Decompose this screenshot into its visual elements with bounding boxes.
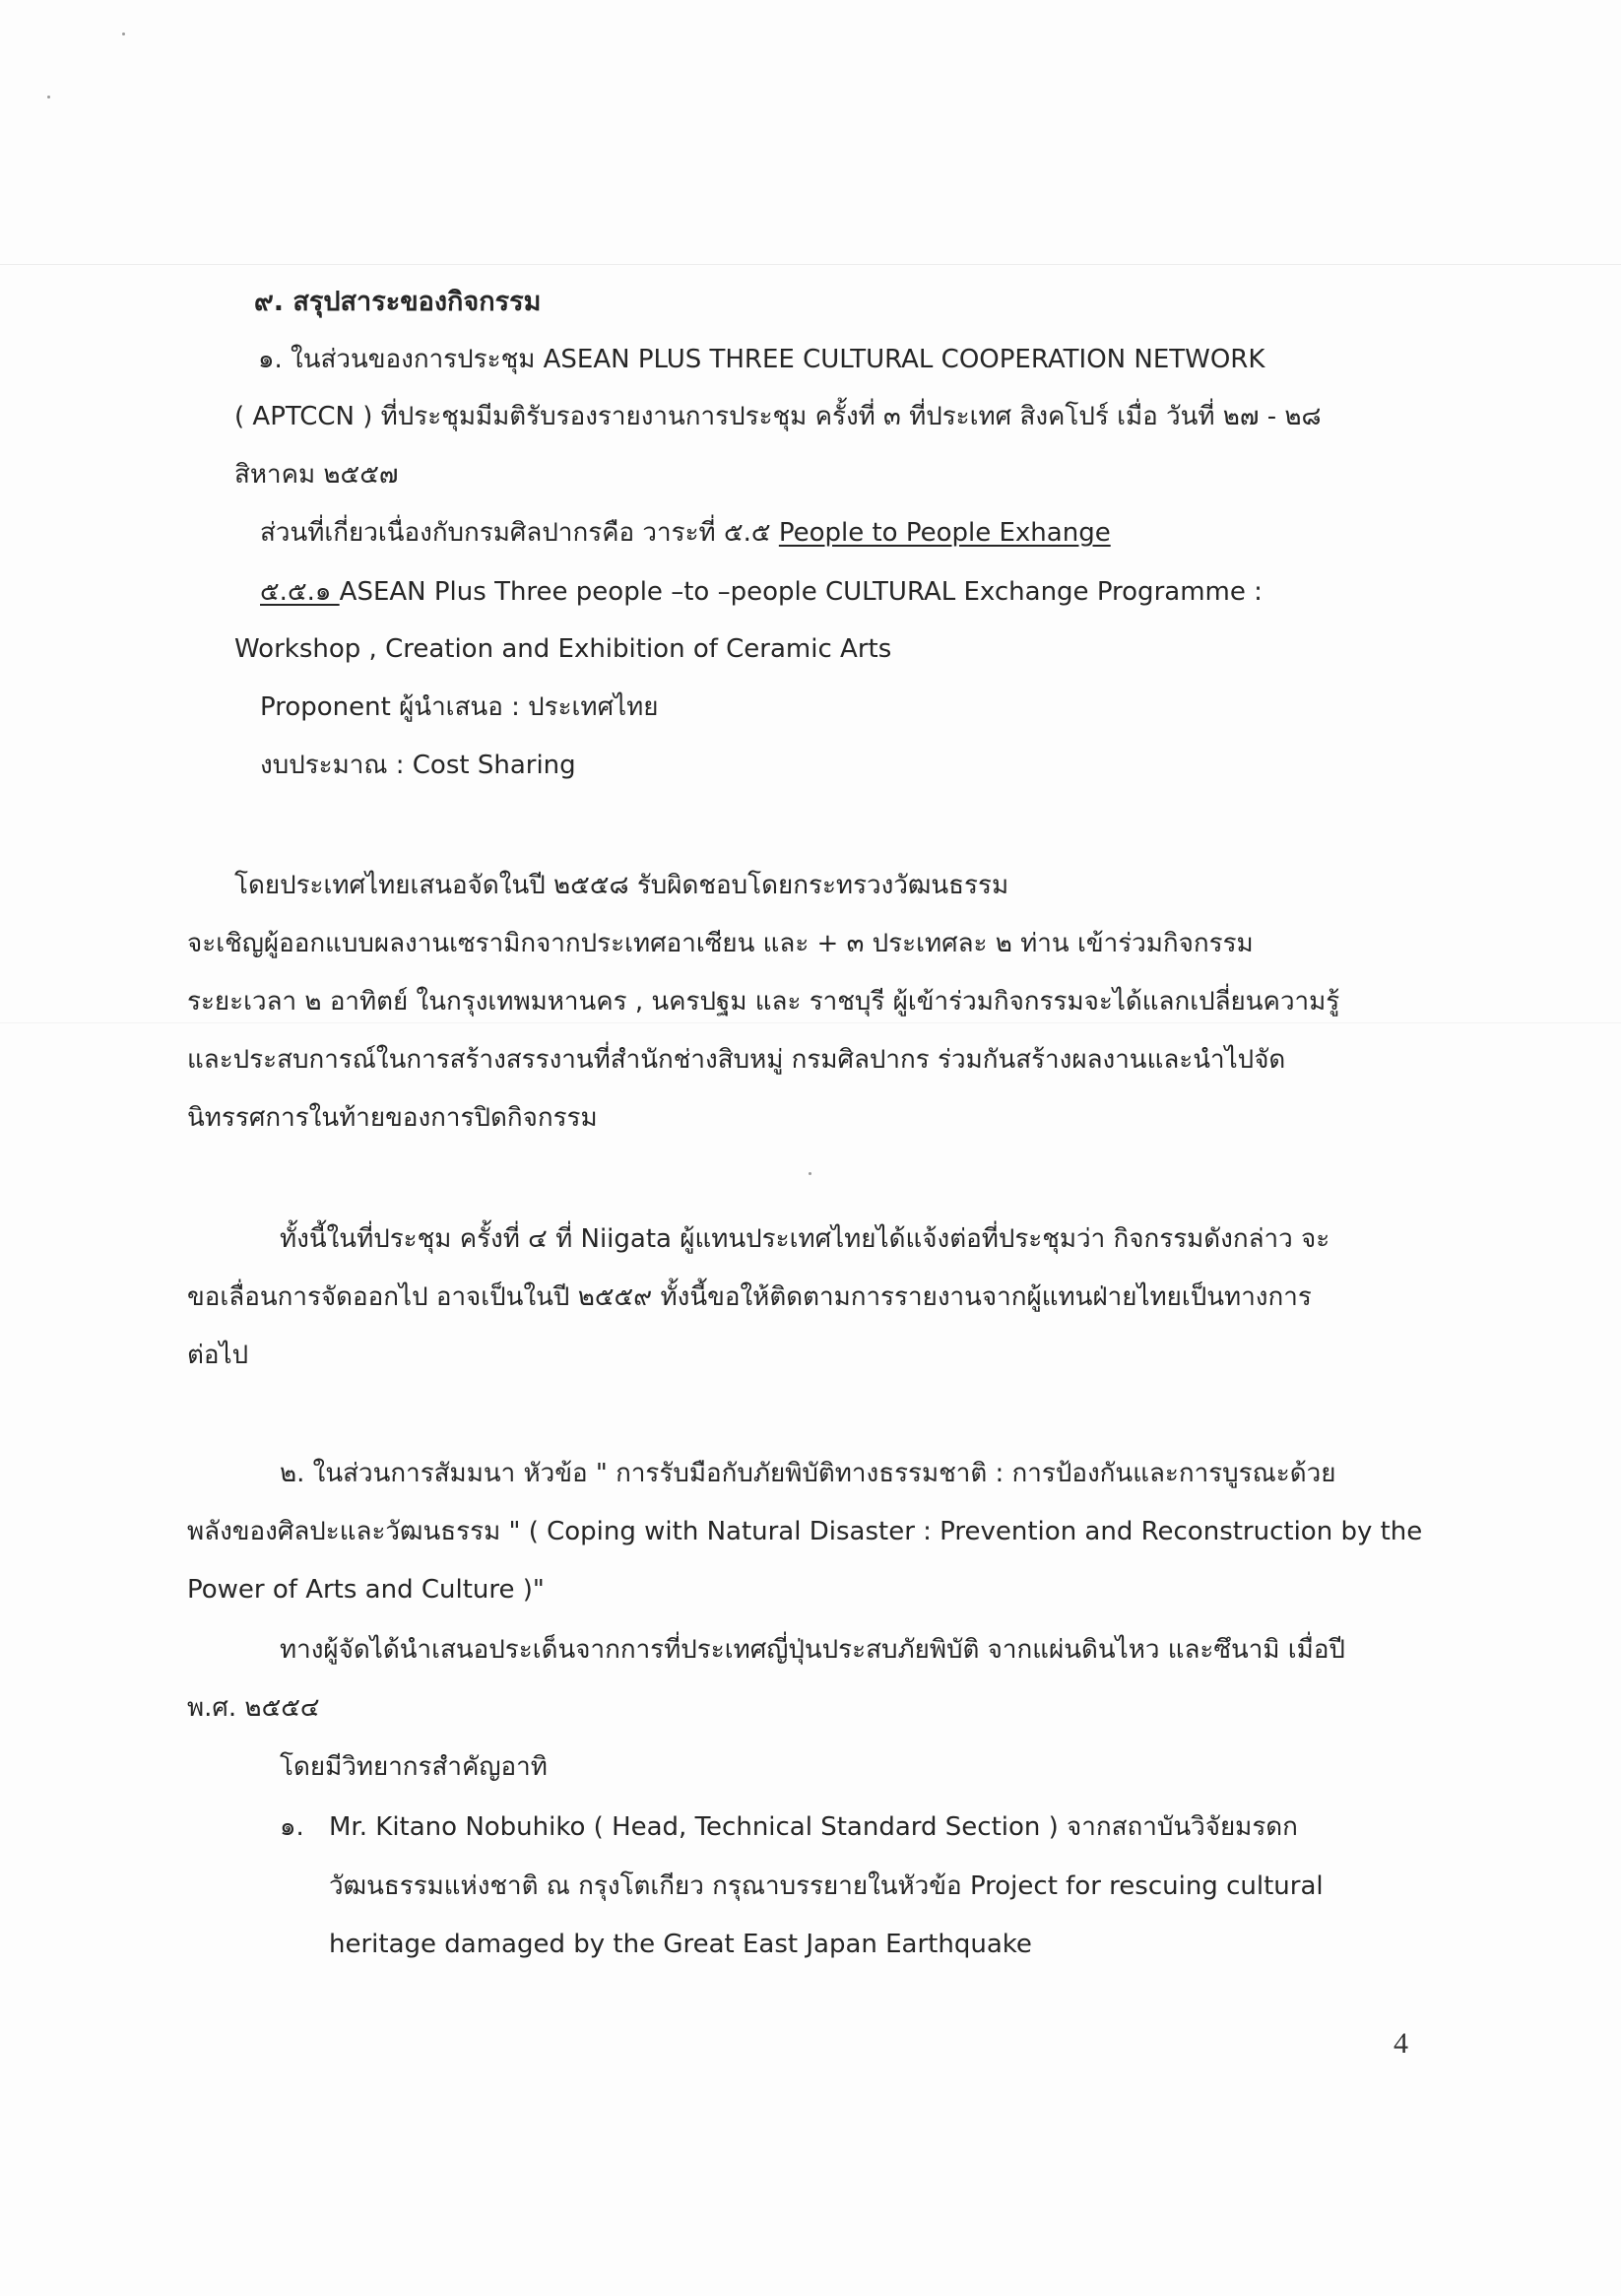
speaker1-line2: วัฒนธรรมแห่งชาติ ณ กรุงโตเกียว กรุณาบรรยายในหัวข้อ Project for rescuing cultural	[329, 1871, 1324, 1901]
item1-line2: ( APTCCN ) ที่ประชุมมีมติรับรองรายงานการประชุม ครั้งที่ ๓ ที่ประเทศ สิงคโปร์ เมื่อ วันที่ ๒๗ - ๒๘	[234, 402, 1322, 431]
scan-line	[0, 264, 1621, 265]
speaker1-number: ๑.	[280, 1812, 304, 1842]
proponent-line: Proponent ผู้นำเสนอ : ประเทศไทย	[260, 692, 659, 722]
paragraph-a-line2: จะเชิญผู้ออกแบบผลงานเซรามิกจากประเทศอาเซียน และ + ๓ ประเทศละ ๒ ท่าน เข้าร่วมกิจกรรม	[187, 929, 1254, 958]
speakers-intro: โดยมีวิทยากรสำคัญอาทิ	[280, 1752, 548, 1782]
paragraph-a-line3: ระยะเวลา ๒ อาทิตย์ ในกรุงเทพมหานคร , นครปฐม และ ราชบุรี ผู้เข้าร่วมกิจกรรมจะได้แลกเปลี่ยนความรู้	[187, 987, 1340, 1017]
page-number: 4	[1394, 2027, 1408, 2060]
item2-line3: Power of Arts and Culture )"	[187, 1575, 545, 1605]
item2-line4: ทางผู้จัดได้นำเสนอประเด็นจากการที่ประเทศญี่ปุ่นประสบภัยพิบัติ จากแผ่นดินไหว และซึนามิ เมื่อปี	[280, 1635, 1345, 1665]
related-agenda	[260, 516, 1111, 550]
paragraph-b-line1: ทั้งนี้ในที่ประชุม ครั้งที่ ๔ ที่ Niigata ผู้แทนประเทศไทยได้แจ้งต่อที่ประชุมว่า กิจกรรมดังกล่าว จะ	[280, 1224, 1330, 1254]
item2-line1: ๒. ในส่วนการสัมมนา หัวข้อ " การรับมือกับภัยพิบัติทางธรรมชาติ : การป้องกันและการบูรณะด้วย	[280, 1459, 1336, 1488]
scan-speck	[47, 96, 50, 98]
scan-line	[0, 1022, 1621, 1023]
paragraph-a-line4: และประสบการณ์ในการสร้างสรรงานที่สำนักช่างสิบหมู่ กรมศิลปากร ร่วมกันสร้างผลงานและนำไปจัด	[187, 1045, 1286, 1075]
item1-line1: ๑. ในส่วนของการประชุม ASEAN PLUS THREE CULTURAL COOPERATION NETWORK	[258, 345, 1265, 374]
related-agenda-link: People to People Exhange	[778, 518, 1111, 548]
section-heading: ๙. สรุปสาระของกิจกรรม	[254, 287, 542, 317]
sub-item-title	[260, 575, 1263, 609]
paragraph-b-line2: ขอเลื่อนการจัดออกไป อาจเป็นในปี ๒๕๕๙ ทั้งนี้ขอให้ติดตามการรายงานจากผู้แทนฝ่ายไทยเป็นทางการ	[187, 1282, 1312, 1312]
sub-item-title-line2: Workshop , Creation and Exhibition of Ceramic Arts	[234, 634, 892, 664]
item1-line3: สิหาคม ๒๕๕๗	[234, 460, 399, 490]
paragraph-a-line5: นิทรรศการในท้ายของการปิดกิจกรรม	[187, 1103, 598, 1133]
scan-speck	[122, 33, 125, 35]
sub-item-number: ๕.๕.๑	[260, 577, 340, 607]
item2-line5: พ.ศ. ๒๕๕๔	[187, 1693, 320, 1723]
scan-speck	[809, 1172, 811, 1175]
speaker1-line1: Mr. Kitano Nobuhiko ( Head, Technical Standard Section ) จากสถาบันวิจัยมรดก	[329, 1812, 1298, 1842]
item2-line2: พลังของศิลปะและวัฒนธรรม " ( Coping with Natural Disaster : Prevention and Reconstruction by the	[187, 1517, 1423, 1546]
related-agenda-prefix: ส่วนที่เกี่ยวเนื่องกับกรมศิลปากรคือ วาระที่ ๕.๕	[260, 518, 779, 548]
speaker1-line3: heritage damaged by the Great East Japan Earthquake	[329, 1930, 1032, 1959]
paragraph-b-line3: ต่อไป	[187, 1341, 249, 1370]
sub-item-title-line1: ASEAN Plus Three people –to –people CULTURAL Exchange Programme :	[339, 577, 1263, 607]
paragraph-a-line1: โดยประเทศไทยเสนอจัดในปี ๒๕๕๘ รับผิดชอบโดยกระทรวงวัฒนธรรม	[234, 871, 1009, 900]
budget-line: งบประมาณ : Cost Sharing	[260, 751, 576, 780]
